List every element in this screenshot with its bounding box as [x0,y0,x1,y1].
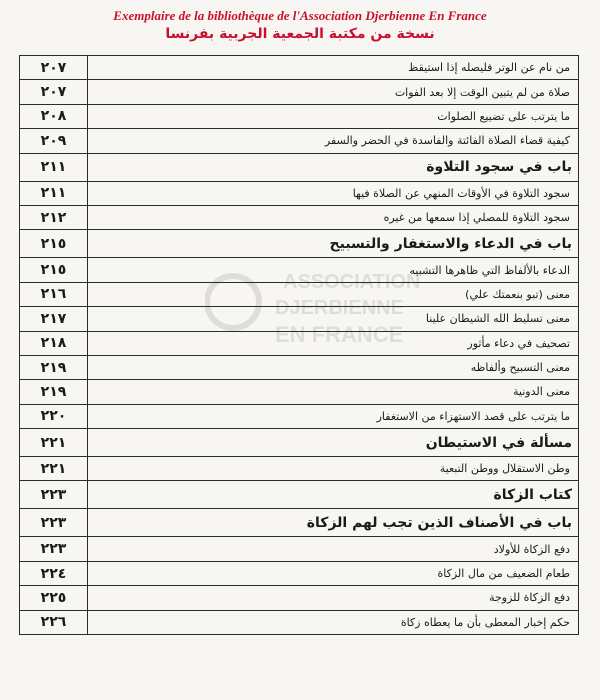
toc-entry-title: معنى التسبيح وألفاظه [88,355,579,379]
toc-row [20,509,579,537]
library-header [0,0,600,58]
watermark-line2: DJERBIENNE [275,297,404,319]
toc-row [20,258,579,282]
toc-page-number: ٢٠٨ [20,104,88,128]
toc-page-number: ٢٠٧ [20,56,88,80]
toc-page-number: ٢١٧ [20,307,88,331]
toc-row [20,230,579,258]
toc-page-number: ٢٠٧ [20,80,88,104]
toc-page-number: ٢٢٠ [20,404,88,428]
toc-page-number: ٢١٦ [20,282,88,306]
toc-row [20,205,579,229]
toc-row [20,429,579,457]
toc-row [20,355,579,379]
toc-row [20,307,579,331]
toc-row [20,457,579,481]
toc-page-number: ٢٢٤ [20,561,88,585]
toc-page-number: ٢١٥ [20,230,88,258]
table-of-contents [19,55,579,635]
toc-row [20,561,579,585]
toc-row [20,181,579,205]
toc-row [20,586,579,610]
toc-entry-title: من نام عن الوتر فليصله إذا استيقظ [88,56,579,80]
toc-row [20,610,579,634]
watermark-line3: EN FRANCE [275,322,404,347]
toc-entry-title: دفع الزكاة للزوجة [88,586,579,610]
toc-row [20,481,579,509]
toc-page-number: ٢٠٩ [20,129,88,153]
toc-entry-title: معنى الدونية [88,380,579,404]
toc-entry-title: تصحيف في دعاء مأثور [88,331,579,355]
toc-page-number: ٢١٢ [20,205,88,229]
toc-page-number: ٢٢٦ [20,610,88,634]
toc-row [20,380,579,404]
toc-row [20,153,579,181]
toc-entry-title: الدعاء بالألفاظ التي ظاهرها التشبيه [88,258,579,282]
toc-page-number: ٢١٩ [20,380,88,404]
header-french: Exemplaire de la bibliothèque de l'Association Djerbienne En France [113,8,487,23]
toc-page-number: ٢١١ [20,153,88,181]
toc-page-number: ٢١١ [20,181,88,205]
toc-entry-title: سجود التلاوة في الأوقات المنهي عن الصلاة فيها [88,181,579,205]
toc-row [20,56,579,80]
toc-page-number: ٢٢٣ [20,509,88,537]
toc-row [20,104,579,128]
toc-page-number: ٢١٩ [20,355,88,379]
toc-page-number: ٢٢١ [20,457,88,481]
toc-row [20,404,579,428]
toc-entry-title: ما يترتب على قصد الاستهزاء من الاستغفار [88,404,579,428]
toc-entry-title: طعام الضعيف من مال الزكاة [88,561,579,585]
toc-section-heading: باب في الأصناف الذين تجب لهم الزكاة [88,509,579,537]
toc-entry-title: ما يترتب على تضييع الصلوات [88,104,579,128]
toc-entry-title: معنى تسليط الله الشيطان علينا [88,307,579,331]
toc-section-heading: باب في الدعاء والاستغفار والتسبيح [88,230,579,258]
toc-page-number: ٢٢٥ [20,586,88,610]
toc-row [20,537,579,561]
toc-row [20,129,579,153]
watermark-line1: ASSOCIATION [283,271,421,293]
toc-section-heading: كتاب الزكاة [88,481,579,509]
toc-page-number: ٢٢١ [20,429,88,457]
toc-entry-title: كيفية قضاء الصلاة الفائتة والفاسدة في الحضر والسفر [88,129,579,153]
toc-entry-title: وطن الاستقلال ووطن التبعية [88,457,579,481]
toc-row [20,80,579,104]
toc-entry-title: صلاة من لم يتبين الوقت إلا بعد الفوات [88,80,579,104]
toc-section-heading: مسألة في الاستيطان [88,429,579,457]
toc-row [20,331,579,355]
header-arabic: نسخة من مكتبة الجمعية الجربية بفرنسا [165,26,435,42]
toc-entry-title: دفع الزكاة للأولاد [88,537,579,561]
toc-page-number: ٢٢٣ [20,537,88,561]
toc-page-number: ٢١٨ [20,331,88,355]
toc-entry-title: سجود التلاوة للمصلي إذا سمعها من غيره [88,205,579,229]
toc-page-number: ٢١٥ [20,258,88,282]
toc-row [20,282,579,306]
toc-page-number: ٢٢٣ [20,481,88,509]
toc-entry-title: معنى (تبو بنعمتك علي) [88,282,579,306]
toc-section-heading: باب في سجود التلاوة [88,153,579,181]
toc-entry-title: حكم إخبار المعطى بأن ما يعطاه زكاة [88,610,579,634]
